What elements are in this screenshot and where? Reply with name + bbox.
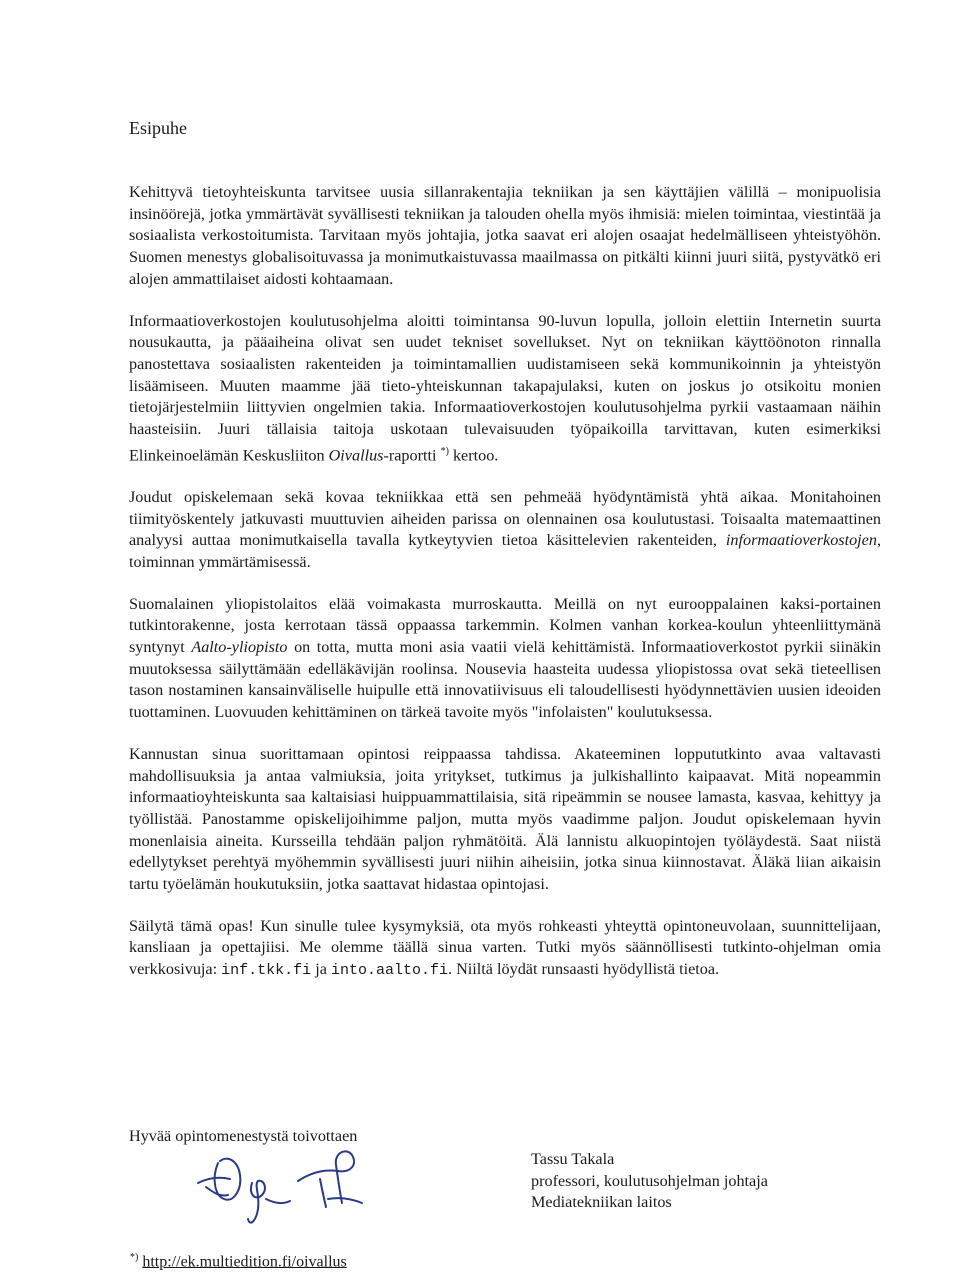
informaatioverkostojen-emphasis: informaatioverkostojen bbox=[725, 531, 877, 550]
signer-department: Mediatekniikan laitos bbox=[531, 1193, 672, 1211]
paragraph-1: Kehittyvä tietoyhteiskunta tarvitsee uusia sillanrakentajia tekniikan ja sen käyttäjien välillä – monipuolisia insinöörejä, jotka ymmärtävät syvällisesti tekniikan ja talouden ohella myös ihmisiä: mielen toimintaa, viestintää ja sosiaalista verkostoitumista. Tarvitaan myös johtajia, jotka saavat eri alojen osaajat hedelmälliseen yhteistyöhön. Suomen menestys globalisoituvassa ja monimutkaistuvassa maailmassa on pitkälti kiinni juuri siitä, pystyvätkö eri alojen ammattilaiset aidosti kohtaamaan. bbox=[129, 183, 881, 288]
handwritten-signature bbox=[190, 1143, 380, 1243]
footnote-mark: *) bbox=[130, 1252, 139, 1263]
footnote bbox=[130, 1252, 347, 1271]
url-into: into.aalto.fi bbox=[330, 962, 448, 980]
oivallus-emphasis: Oivallus bbox=[328, 446, 384, 465]
footnote-ref: *) bbox=[440, 445, 449, 457]
page-title: Esipuhe bbox=[129, 118, 187, 138]
paragraph-3: Joudut opiskelemaan sekä kovaa tekniikkaa että sen pehmeää hyödyntämistä yhtä aikaa. Monitahoinen tiimityöskentely jatkuvasti muuttuvien aiheiden parissa on olennainen osa koulutustasi. Toisaalta matemaattinen analyysi auttaa monimutkaisella tavalla kytkeytyvien tietoa käsittelevien rakenteiden, informaatioverkostojen, toiminnan ymmärtämisessä. bbox=[129, 487, 881, 571]
paragraph-4: Suomalainen yliopistolaitos elää voimakasta murroskautta. Meillä on nyt eurooppalainen kaksi-portainen tutkintorakenne, josta kerrotaan tässä oppaassa tarkemmin. Kolmen vanhan korkea-koulun yhteenliittymänä syntynyt Aalto-yliopisto on totta, mutta moni asia vaatii vielä kehittämistä. Informaatioverkostot pyrkii siinäkin muutoksessa säilyttämään edelläkävijän roolinsa. Nousevia haasteita uudessa yliopistossa ovat sekä tieteellisen tason nostaminen kansainväliselle huipulle että innovatiivisuus eli taloudellisesti hyödynnettävien uusien ideoiden tuottaminen. Luovuuden kehittäminen on tärkeä tavoite myös "infolaisten" koulutuksessa. bbox=[129, 594, 881, 722]
footnote-link[interactable]: http://ek.multiedition.fi/oivallus bbox=[142, 1253, 347, 1271]
paragraph-5: Kannustan sinua suorittamaan opintosi reippaassa tahdissa. Akateeminen loppututkinto avaa valtavasti mahdollisuuksia ja antaa valmiuksia, joita yritykset, tutkimus ja julkishallinto kaipaavat. Mitä nopeammin informaatioyhteiskunta saa kaltaisiasi huippuammattilaisia, sitä ripeämmin se nousee lamasta, kasvaa, kehittyy ja työllistää. Panostamme opiskelijoihimme paljon, mutta myös vaadimme paljon. Joudut opiskelemaan hyvin monenlaisia aineita. Kursseilla tehdään paljon ryhmätöitä. Älä lannistu alkuopintojen työläydestä. Saat niistä edellytykset perehtyä myöhemmin syvällisesti juuri niihin aiheisiin, jotka sinua kiinnostavat. Äläkä liian aikaisin tartu työelämän houkutuksiin, jotka saattavat hidastaa opintojasi. bbox=[129, 744, 881, 894]
signer-name: Tassu Takala bbox=[531, 1150, 615, 1168]
paragraph-6: Säilytä tämä opas! Kun sinulle tulee kysymyksiä, ota myös rohkeasti yhteyttä opintoneuvolaan, suunnittelijaan, kansliaan ja opettajiisi. Me olemme täällä sinua varten. Tutki myös säännöllisesti tutkinto-ohjelman omia verkkosivuja: inf.tkk.fi ja into.aalto.fi. Niiltä löydät runsaasti hyödyllistä tietoa. bbox=[129, 916, 881, 980]
aalto-yliopisto-emphasis: Aalto-yliopisto bbox=[191, 638, 288, 657]
signature-block bbox=[531, 1149, 768, 1214]
body-text bbox=[129, 182, 881, 1002]
signer-title: professori, koulutusohjelman johtaja bbox=[531, 1171, 768, 1190]
url-inf: inf.tkk.fi bbox=[221, 962, 312, 980]
paragraph-2: Informaatioverkostojen koulutusohjelma aloitti toimintansa 90-luvun lopulla, jolloin elettiin Internetin suurta nousukautta, ja pääaiheina olivat sen uudet tekniset sovellukset. Nyt on tekniikan käyttöönoton rinnalla panostettava sosiaalisten rakenteiden ja toimintamallien uudistamiseen sekä kommunikoinnin ja yhteistyön lisäämiseen. Muuten maamme jää tieto-yhteiskunnan takapajulaksi, kuten on joskus jo otsikoitu monien tietojärjestelmiin liittyvien ongelmien takia. Informaatioverkostojen koulutusohjelma pyrkii vastaamaan näihin haasteisiin. Juuri tällaisia taitoja uskotaan tulevaisuuden työpaikoilla tarvittavan, kuten esimerkiksi Elinkeinoelämän Keskusliiton Oivallus-raportti *) kertoo. bbox=[129, 311, 881, 465]
closing-greeting: Hyvää opintomenestystä toivottaen bbox=[129, 1127, 358, 1145]
